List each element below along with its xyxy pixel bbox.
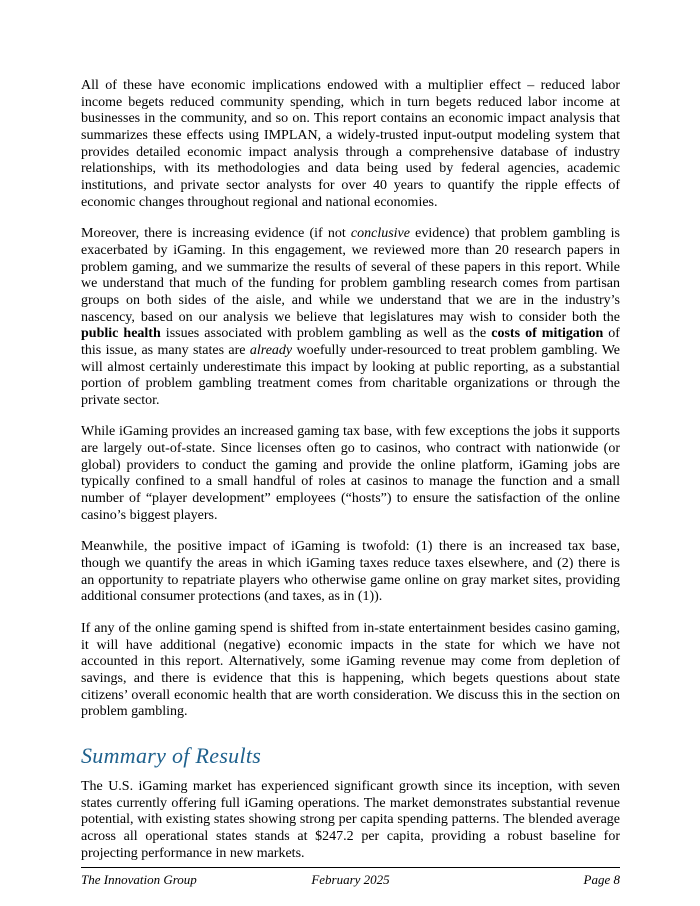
paragraph-market-growth — [81, 779, 620, 862]
section-heading-summary-of-results: Summary of Results — [81, 742, 262, 768]
text-run: The U.S. iGaming market has experienced significant growth since its inception, with seven states currently offering full iGaming operations. The market demonstrates substantial revenue potential, with existing states showing strong per capita spending patterns. The blended average across all operational states stands at $247.2 per capita, providing a robust baseline for projecting performance in new markets. — [81, 778, 620, 861]
text-run: conclusive — [350, 226, 410, 242]
footer-date: February 2025 — [311, 872, 390, 887]
text-run: Meanwhile, the positive impact of iGaming is twofold: (1) there is an increased tax base, though we quantify the areas in which iGaming taxes reduce taxes elsewhere, and (2) there is an opportunity to repatriate players who otherwise game online on gray market sites, providing additional consumer protections (and taxes, as in (1)). — [81, 539, 620, 605]
text-run: issues associated with problem gambling as well as the — [160, 326, 492, 342]
document-content — [81, 78, 620, 877]
paragraph-online-gaming-spend — [81, 621, 620, 721]
text-run: of this issue, as many states are — [81, 326, 620, 358]
footer-row — [81, 872, 620, 888]
footer-company-name: The Innovation Group — [81, 872, 197, 887]
footer-page-number: Page 8 — [583, 872, 620, 887]
page-footer — [81, 867, 620, 888]
text-run: Moreover, there is increasing evidence (if not — [81, 226, 351, 242]
text-run: already — [249, 342, 293, 358]
text-run: If any of the online gaming spend is shifted from in-state entertainment besides casino gaming, it will have additional (negative) economic impacts in the state for which we have not accounted in this report. Alternatively, some iGaming revenue may come from depletion of savings, and there is evidence that this is happening, which begets questions about state citizens’ overall economic health that are worth consideration. We discuss this in the section on problem gambling. — [81, 621, 620, 720]
text-run: public health — [81, 326, 161, 342]
text-run: All of these have economic implications endowed with a multiplier effect – reduced labor income begets reduced community spending, which in turn begets reduced labor income at businesses in the community, and so on. This report contains an economic impact analysis that summarizes these effects using IMPLAN, a widely-trusted input-output modeling system that provides detailed economic impact analysis through a comprehensive database of industry relationships, with its methodologies and data being used by federal agencies, academic institutions, and private sector analysts for over 40 years to quantify the ripple effects of economic changes throughout regional and national economies. — [81, 78, 620, 210]
paragraph-economic-implications — [81, 78, 620, 211]
paragraph-positive-impact — [81, 539, 620, 606]
text-run: woefully under-resourced to treat problem gambling. We will almost certainly underestimate this impact by looking at public reporting, as a substantial portion of problem gambling treatment comes from charitable organizations or through the private sector. — [81, 342, 620, 408]
text-run: evidence) that problem gambling is exacerbated by iGaming. In this engagement, we reviewed more than 20 research papers in problem gaming, and we summarize the results of several of these papers in this report. While we understand that much of the funding for problem gambling research comes from partisan groups on both sides of the aisle, and while we understand that we are in the industry’s nascency, based on our analysis we believe that legislatures may wish to consider both the — [81, 226, 621, 325]
paragraph-gaming-tax-base — [81, 424, 620, 524]
footer-divider — [81, 867, 620, 868]
paragraph-problem-gambling-evidence — [81, 226, 620, 409]
text-run: costs of mitigation — [491, 326, 604, 342]
text-run: While iGaming provides an increased gaming tax base, with few exceptions the jobs it supports are largely out-of-state. Since licenses often go to casinos, who contract with nationwide (or global) providers to conduct the gaming and provide the online platform, iGaming jobs are typically confined to a small handful of roles at casinos to manage the function and a small number of “player development” employees (“hosts”) to ensure the satisfaction of the online casino’s biggest players. — [81, 424, 620, 523]
